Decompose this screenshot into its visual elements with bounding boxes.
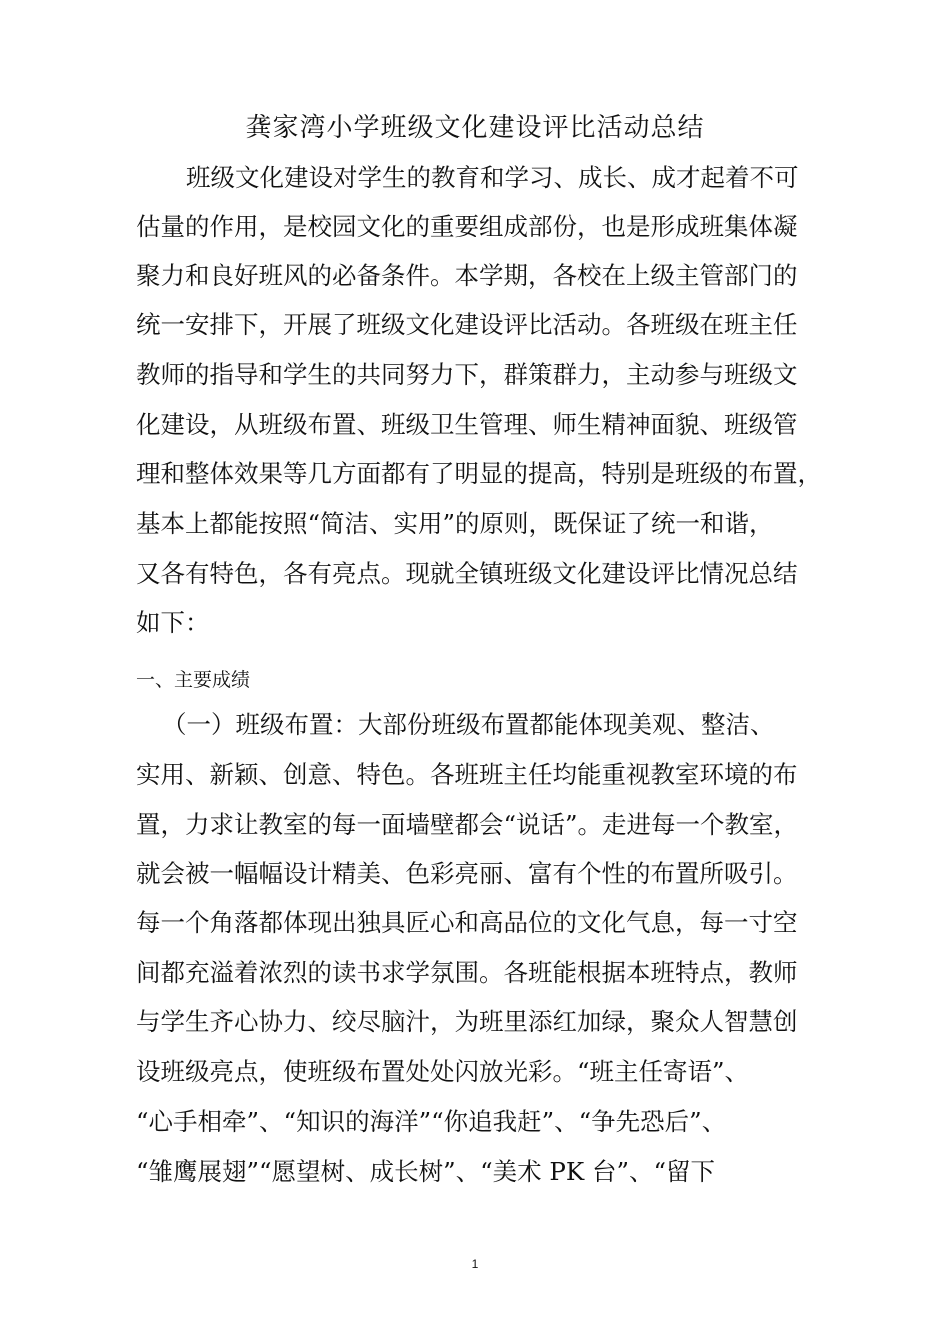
paragraph-line: 理和整体效果等几方面都有了明显的提高，特别是班级的布置， [136, 459, 822, 488]
paragraph-line: 估量的作用，是校园文化的重要组成部份，也是形成班集体凝 [136, 212, 798, 241]
paragraph-line: 实用、新颖、创意、特色。各班班主任均能重视教室环境的布 [136, 760, 798, 789]
document-title: 龚家湾小学班级文化建设评比活动总结 [245, 113, 705, 143]
paragraph-line: “心手相牵”、“知识的海洋”“你追我赶”、“争先恐后”、 [136, 1107, 727, 1136]
paragraph-line: 就会被一幅幅设计精美、色彩亮丽、富有个性的布置所吸引。 [136, 859, 798, 888]
paragraph-line: “雏鹰展翅”“愿望树、成长树”、“美术 PK 台”、“留下 [136, 1157, 716, 1186]
paragraph-line: 每一个角落都体现出独具匠心和高品位的文化气息，每一寸空 [136, 908, 798, 937]
paragraph-line: 教师的指导和学生的共同努力下，群策群力，主动参与班级文 [136, 360, 798, 389]
section-heading: 一、主要成绩 [136, 669, 251, 691]
paragraph-line: （一）班级布置：大部份班级布置都能体现美观、整洁、 [162, 710, 775, 739]
paragraph-line: 又各有特色，各有亮点。现就全镇班级文化建设评比情况总结 [136, 559, 798, 588]
paragraph-line: 化建设，从班级布置、班级卫生管理、师生精神面貌、班级管 [136, 410, 798, 439]
page-number: 1 [471, 1257, 479, 1271]
paragraph-line: 间都充溢着浓烈的读书求学氛围。各班能根据本班特点，教师 [136, 958, 798, 987]
paragraph-line: 统一安排下，开展了班级文化建设评比活动。各班级在班主任 [136, 310, 798, 339]
paragraph-line: 基本上都能按照“简洁、实用”的原则，既保证了统一和谐， [136, 509, 774, 538]
paragraph-line: 与学生齐心协力、绞尽脑汁，为班里添红加绿，聚众人智慧创 [136, 1007, 798, 1036]
paragraph-line: 班级文化建设对学生的教育和学习、成长、成才起着不可 [186, 163, 799, 192]
paragraph-line: 置，力求让教室的每一面墙壁都会“说话”。走进每一个教室， [136, 810, 799, 839]
paragraph-line: 如下： [136, 608, 210, 637]
paragraph-line: 聚力和良好班风的必备条件。本学期，各校在上级主管部门的 [136, 261, 798, 290]
paragraph-line: 设班级亮点，使班级布置处处闪放光彩。“班主任寄语”、 [136, 1057, 750, 1086]
